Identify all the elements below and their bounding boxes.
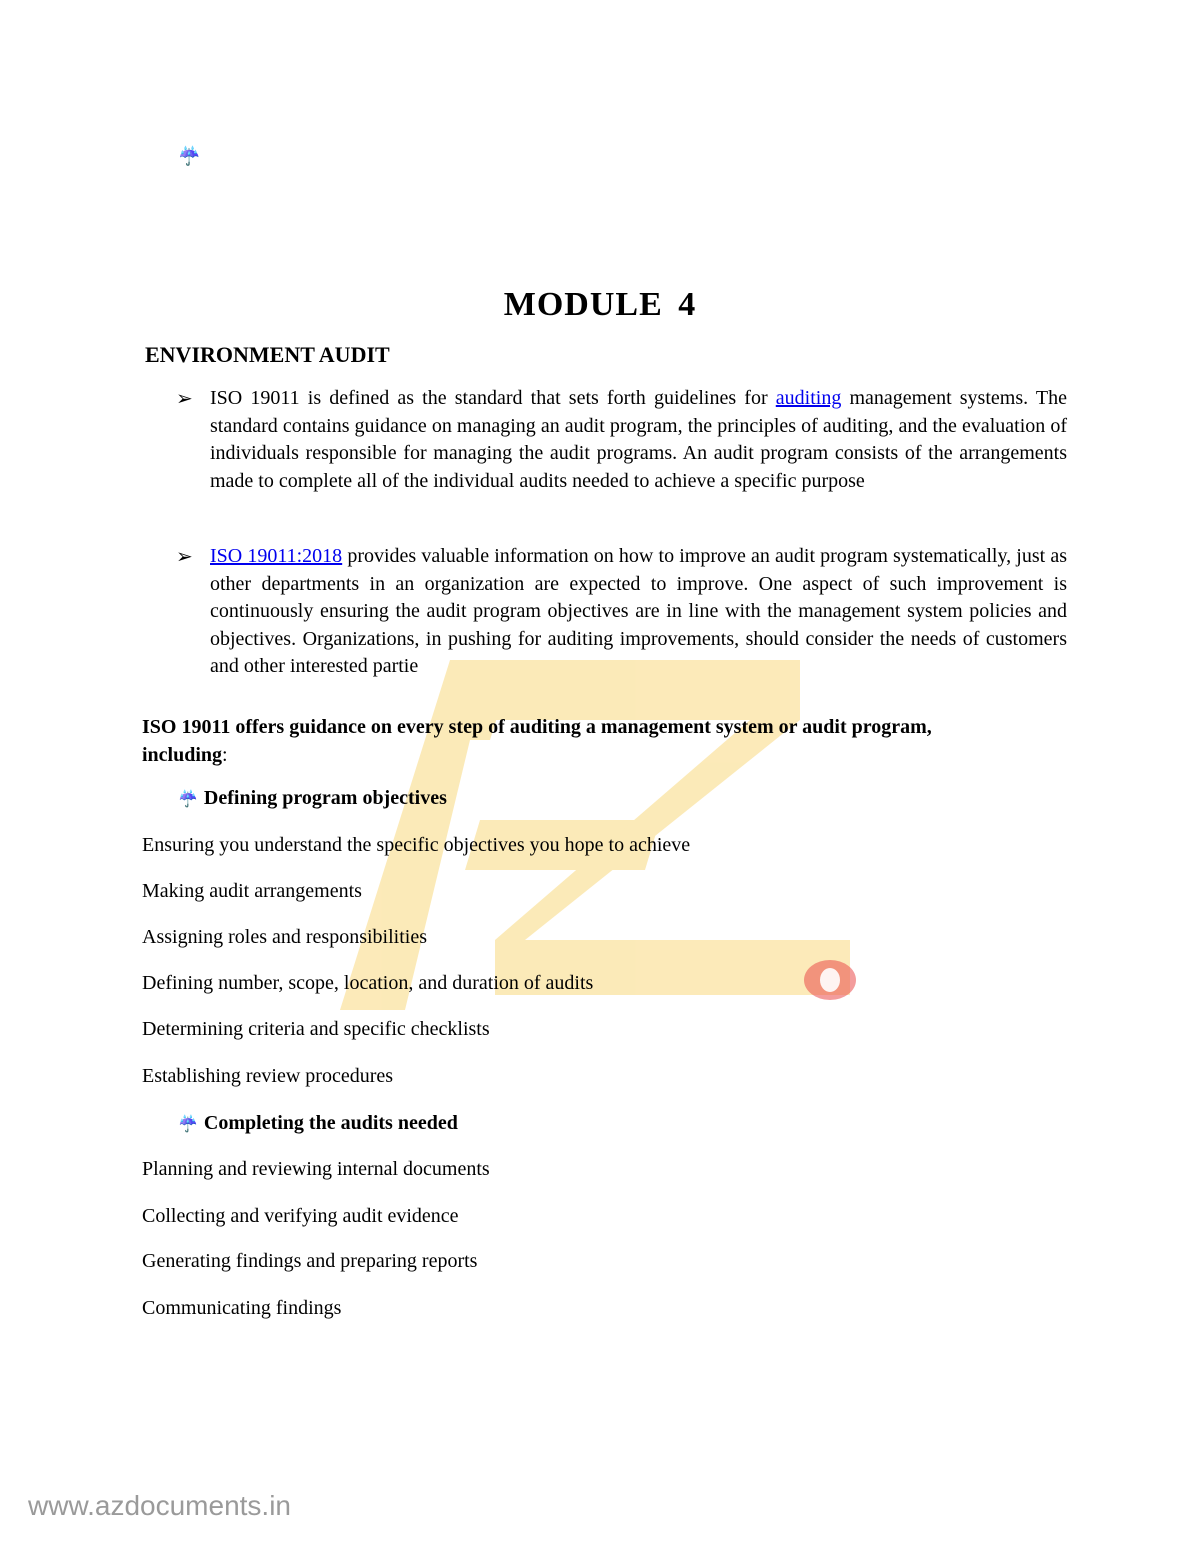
- bullet-paragraph-1: [210, 385, 1067, 495]
- auditing-link[interactable]: auditing: [775, 387, 842, 409]
- list-item: Communicating findings: [142, 1297, 342, 1319]
- iso-19011-2018-link[interactable]: ISO 19011:2018: [210, 545, 343, 567]
- header-mark-icon: ☔: [178, 146, 201, 166]
- subheading-completing-audits: [178, 1112, 458, 1135]
- arrow-bullet-icon: ➢: [176, 388, 193, 410]
- az-watermark-logo: [330, 640, 870, 1010]
- section-title: ENVIRONMENT AUDIT: [145, 342, 390, 367]
- umbrella-icon: ☔: [178, 1116, 198, 1133]
- lead-paragraph: [142, 713, 992, 769]
- lead-colon: :: [222, 744, 228, 766]
- arrow-bullet-icon: ➢: [176, 546, 193, 568]
- list-item: Collecting and verifying audit evidence: [142, 1205, 459, 1227]
- bullet-2-text-after: provides valuable information on how to improve an audit program systematically, just as other departments in an organization are expected to improve. One aspect of such improvement is continuously ensuring the audit program objectives are in line with the management system policies and objectives. Organizations, in pushing for auditing improvements, should consider the needs of customers and other interested partie: [210, 545, 1067, 678]
- list-item: Generating findings and preparing reports: [142, 1250, 478, 1272]
- bullet-1-text-before: ISO 19011 is defined as the standard that sets forth guidelines for: [210, 387, 776, 409]
- list-item: Planning and reviewing internal documents: [142, 1158, 490, 1180]
- list-item: Establishing review procedures: [142, 1065, 394, 1087]
- subheading-label: Defining program objectives: [203, 787, 447, 809]
- subheading-label: Completing the audits needed: [203, 1112, 458, 1134]
- list-item: Determining criteria and specific checklists: [142, 1018, 490, 1040]
- list-item: Defining number, scope, location, and duration of audits: [142, 972, 594, 994]
- list-item: Making audit arrangements: [142, 880, 362, 902]
- page-title: MODULE 4: [503, 286, 697, 323]
- bullet-1-text-after: management systems. The standard contains guidance on managing an audit program, the principles of auditing, and the evaluation of individuals responsible for managing the audit programs. An audit program consists of the arrangements made to complete all of the individual audits needed to achieve a specific purpose: [210, 387, 1067, 492]
- subheading-defining-objectives: [178, 787, 447, 810]
- umbrella-icon: ☔: [178, 791, 198, 808]
- list-item: Assigning roles and responsibilities: [142, 926, 427, 948]
- bullet-paragraph-2: [210, 543, 1067, 681]
- lead-bold-text: ISO 19011 offers guidance on every step of auditing a management system or audit program, including: [142, 716, 932, 766]
- list-item: Ensuring you understand the specific objectives you hope to achieve: [142, 834, 691, 856]
- footer-website-url: www.azdocuments.in: [28, 1490, 292, 1521]
